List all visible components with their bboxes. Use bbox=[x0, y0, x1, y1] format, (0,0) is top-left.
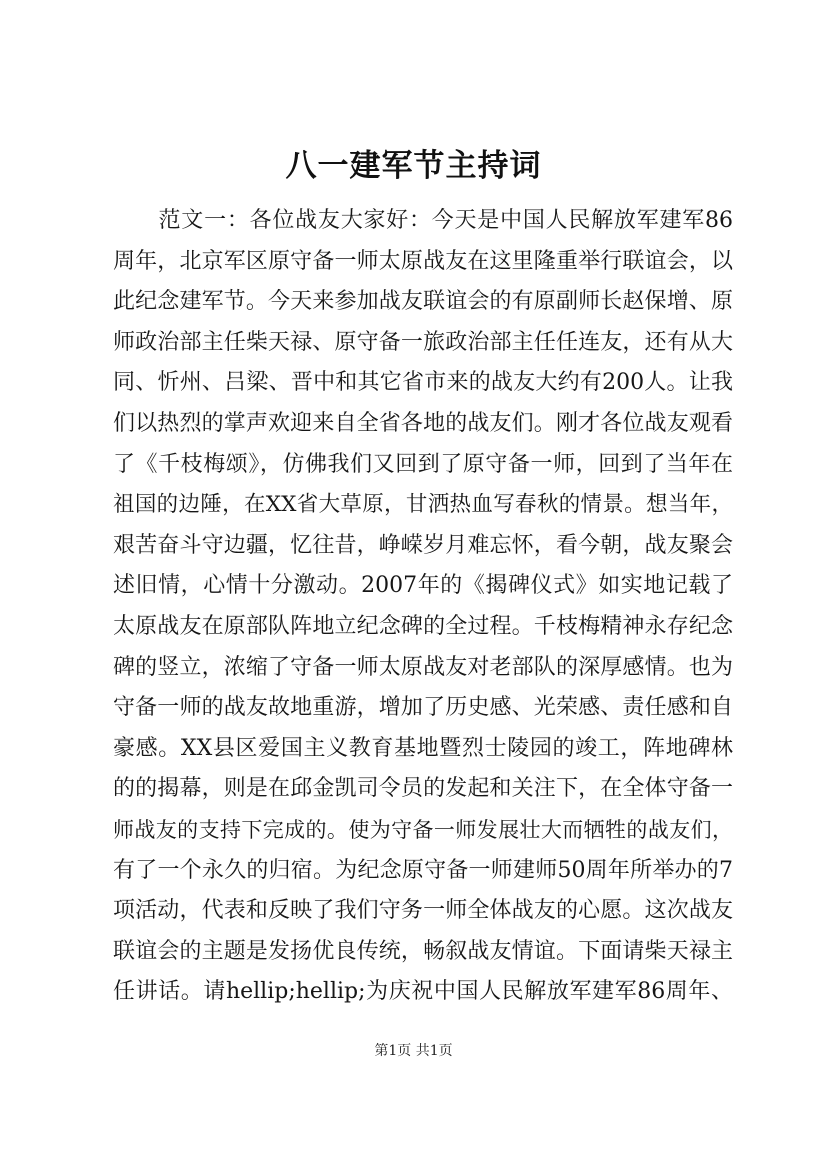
body-line: 师政治部主任柴天禄、原守备一旅政治部主任任连友，还有从大 bbox=[113, 329, 733, 355]
body-line: 周年，北京军区原守备一师太原战友在这里隆重举行联谊会，以 bbox=[113, 248, 733, 274]
body-line: 祖国的边陲，在XX省大草原，甘洒热血写春秋的情景。想当年， bbox=[113, 492, 733, 518]
document-title: 八一建军节主持词 bbox=[285, 148, 542, 184]
body-line: 师战友的支持下完成的。使为守备一师发展壮大而牺牲的战友们， bbox=[113, 817, 733, 842]
body-line: 联谊会的主题是发扬优良传统，畅叙战友情谊。下面请柴天禄主 bbox=[113, 938, 733, 964]
document-body bbox=[113, 201, 733, 1013]
body-line: 项活动，代表和反映了我们守务一师全体战友的心愿。这次战友 bbox=[113, 898, 733, 924]
body-line: 的的揭幕，则是在邱金凯司令员的发起和关注下，在全体守备一 bbox=[113, 776, 733, 802]
page-footer: 第1页 共1页 bbox=[374, 1043, 453, 1059]
body-line: 守备一师的战友故地重游，增加了历史感、光荣感、责任感和自 bbox=[113, 695, 733, 721]
body-line: 同、忻州、吕梁、晋中和其它省市来的战友大约有200人。让我 bbox=[113, 370, 733, 396]
body-line: 有了一个永久的归宿。为纪念原守备一师建师50周年所举办的7 bbox=[113, 857, 733, 883]
body-line: 此纪念建军节。今天来参加战友联谊会的有原副师长赵保增、原 bbox=[113, 289, 733, 315]
body-line: 豪感。XX县区爱国主义教育基地暨烈士陵园的竣工，阵地碑林 bbox=[113, 735, 733, 761]
body-line: 述旧情，心情十分激动。2007年的《揭碑仪式》如实地记载了 bbox=[113, 573, 733, 599]
body-line: 范文一：各位战友大家好：今天是中国人民解放军建军86 bbox=[113, 208, 733, 233]
body-line: 任讲话。请hellip;hellip;为庆祝中国人民解放军建军86周年、 bbox=[113, 979, 733, 1005]
body-line: 们以热烈的掌声欢迎来自全省各地的战友们。刚才各位战友观看 bbox=[113, 410, 733, 436]
body-line: 艰苦奋斗守边疆，忆往昔，峥嵘岁月难忘怀，看今朝，战友聚会 bbox=[113, 532, 733, 558]
body-line: 太原战友在原部队阵地立纪念碑的全过程。千枝梅精神永存纪念 bbox=[113, 613, 733, 639]
body-line: 了《千枝梅颂》，仿佛我们又回到了原守备一师，回到了当年在 bbox=[113, 451, 733, 477]
body-line: 碑的竖立，浓缩了守备一师太原战友对老部队的深厚感情。也为 bbox=[113, 654, 733, 680]
